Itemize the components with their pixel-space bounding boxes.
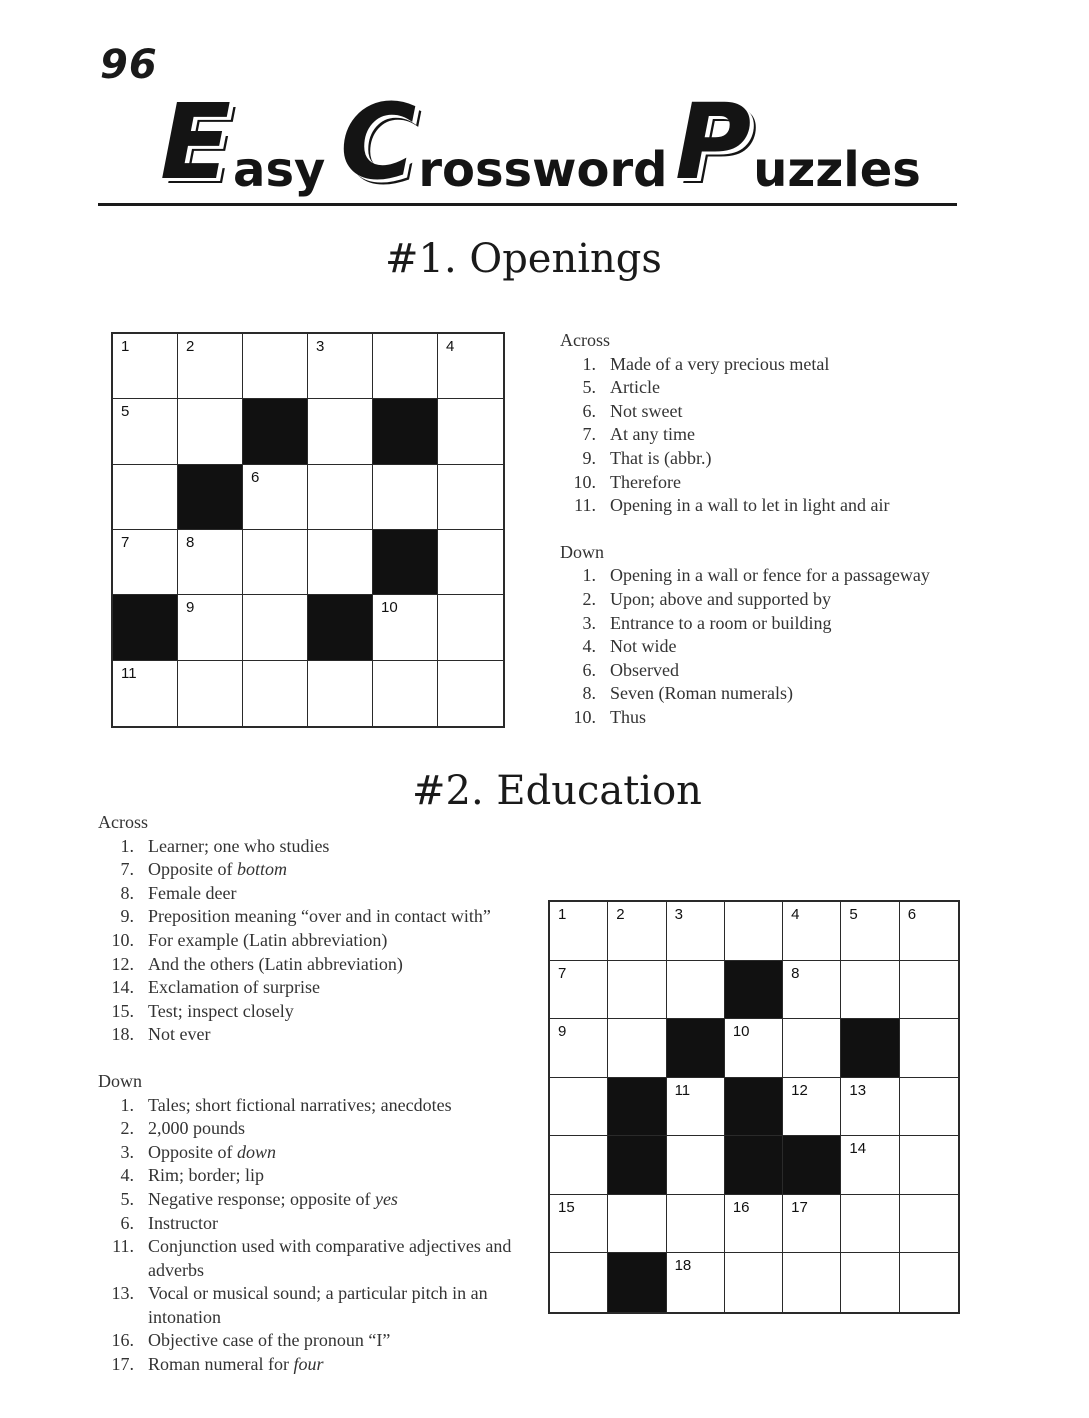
clue-number: 1. — [582, 565, 596, 586]
clue-item — [98, 929, 538, 953]
grid-cell[interactable] — [438, 661, 503, 726]
clue-text-emphasis: yes — [374, 1188, 398, 1209]
grid-cell[interactable] — [900, 1253, 958, 1312]
clue-number: 7. — [582, 424, 596, 445]
grid-cell[interactable] — [550, 1136, 608, 1195]
clue-number: 17. — [111, 1354, 134, 1375]
clue-number: 7. — [120, 859, 134, 880]
clue-text: And the others (Latin abbreviation) — [148, 953, 403, 974]
clue-item — [560, 447, 980, 471]
page-number: 96 — [100, 42, 158, 88]
grid-cell[interactable] — [308, 465, 373, 530]
clue-item — [98, 1212, 538, 1236]
cell-number: 17 — [791, 1198, 808, 1216]
grid-cell-black — [243, 399, 308, 464]
cell-number: 3 — [674, 906, 683, 923]
grid-cell[interactable] — [783, 1019, 841, 1078]
grid-cell-black — [667, 1019, 725, 1078]
grid-cell-black — [841, 1019, 899, 1078]
grid-cell[interactable] — [667, 961, 725, 1020]
cell-number: 16 — [732, 1198, 750, 1216]
banner-word-puzzles — [675, 81, 921, 203]
clue-text: Seven (Roman numerals) — [610, 683, 793, 704]
grid-cell[interactable] — [725, 902, 783, 961]
cell-number: 18 — [674, 1257, 692, 1275]
clue-number: 5. — [582, 377, 596, 398]
clue-text: Made of a very precious metal — [610, 353, 830, 374]
clue-text: Female deer — [148, 882, 237, 903]
clue-text-pre: Opposite of — [148, 859, 237, 880]
clue-number: 4. — [120, 1165, 134, 1186]
cell-number: 14 — [849, 1140, 867, 1158]
banner-rest: rossword — [418, 142, 668, 198]
clue-item — [560, 659, 980, 683]
grid-cell[interactable] — [900, 1136, 958, 1195]
banner-initial: P — [675, 81, 752, 203]
grid-cell[interactable] — [667, 902, 725, 961]
grid-cell[interactable] — [243, 530, 308, 595]
clue-item — [560, 400, 980, 424]
clue-item — [98, 1353, 538, 1377]
grid-cell[interactable] — [841, 902, 899, 961]
grid-cell[interactable] — [783, 902, 841, 961]
grid-cell[interactable] — [243, 661, 308, 726]
grid-cell[interactable] — [608, 1019, 666, 1078]
grid-cell-black — [113, 595, 178, 660]
clue-item — [98, 905, 538, 929]
clue-text: Not sweet — [610, 400, 683, 421]
clue-item — [98, 1117, 538, 1141]
clue-number: 10. — [573, 471, 596, 492]
banner-rest: asy — [233, 142, 326, 198]
clue-text: That is (abbr.) — [610, 447, 712, 468]
grid-cell[interactable] — [667, 1136, 725, 1195]
clue-text — [148, 1354, 323, 1374]
grid-cell[interactable] — [783, 1195, 841, 1254]
grid-cell-black — [725, 1078, 783, 1137]
clue-item — [560, 682, 980, 706]
grid-cell[interactable] — [243, 465, 308, 530]
grid-cell[interactable] — [308, 530, 373, 595]
clue-item — [98, 1000, 538, 1024]
grid-cell[interactable] — [667, 1195, 725, 1254]
clue-text: Opening in a wall to let in light and air — [610, 495, 890, 516]
clue-item — [560, 423, 980, 447]
cell-number: 2 — [186, 338, 195, 355]
across-heading: Across — [98, 812, 148, 832]
puzzle1-grid — [111, 332, 505, 728]
grid-cell[interactable] — [841, 1078, 899, 1137]
banner-rest: uzzles — [753, 142, 921, 198]
clue-text: Observed — [610, 659, 679, 680]
puzzle2-clues — [98, 811, 538, 1377]
clue-item — [98, 1141, 538, 1165]
clue-text — [148, 1142, 276, 1162]
grid-cell[interactable] — [308, 399, 373, 464]
grid-cell[interactable] — [178, 595, 243, 660]
clue-text: Not ever — [148, 1024, 211, 1045]
grid-cell[interactable] — [373, 334, 438, 399]
grid-cell[interactable] — [667, 1253, 725, 1312]
grid-cell[interactable] — [608, 902, 666, 961]
clue-text: Preposition meaning “over and in contact with” — [148, 906, 491, 927]
grid-cell[interactable] — [550, 1078, 608, 1137]
clue-text: For example (Latin abbreviation) — [148, 929, 388, 950]
cell-number: 6 — [251, 468, 260, 486]
grid-cell-black — [608, 1136, 666, 1195]
book-title-banner — [160, 81, 921, 203]
grid-cell-black — [178, 465, 243, 530]
clue-text-emphasis: four — [293, 1354, 324, 1375]
grid-cell[interactable] — [438, 399, 503, 464]
clue-item — [560, 612, 980, 636]
cell-number: 5 — [121, 403, 130, 421]
grid-cell[interactable] — [243, 334, 308, 399]
clue-text: At any time — [610, 424, 695, 445]
puzzle2-grid — [548, 900, 960, 1314]
clue-text: Therefore — [610, 471, 681, 492]
clue-number: 10. — [111, 929, 134, 950]
clue-text: 2,000 pounds — [148, 1118, 246, 1139]
clue-item — [560, 588, 980, 612]
clue-text — [148, 859, 287, 879]
grid-cell-black — [725, 1136, 783, 1195]
clue-text: Test; inspect closely — [148, 1000, 294, 1021]
banner-word-crossword — [340, 81, 668, 203]
grid-cell-black — [373, 530, 438, 595]
cell-number: 11 — [674, 1081, 691, 1099]
grid-cell[interactable] — [783, 1253, 841, 1312]
clue-text: Rim; border; lip — [148, 1165, 264, 1186]
grid-cell[interactable] — [308, 334, 373, 399]
grid-cell[interactable] — [113, 530, 178, 595]
clue-text: Not wide — [610, 636, 677, 657]
grid-cell[interactable] — [178, 661, 243, 726]
clue-text-pre: Opposite of — [148, 1141, 237, 1162]
clue-number: 13. — [111, 1283, 134, 1304]
cell-number: 3 — [316, 338, 325, 355]
grid-cell[interactable] — [178, 334, 243, 399]
clue-item — [560, 353, 980, 377]
grid-cell[interactable] — [900, 902, 958, 961]
clue-text: Instructor — [148, 1212, 218, 1233]
grid-cell[interactable] — [550, 1195, 608, 1254]
clue-number: 14. — [111, 977, 134, 998]
clue-text: Conjunction used with comparative adjectives and adverbs — [148, 1236, 512, 1280]
clue-text-pre: Negative response; opposite of — [148, 1188, 375, 1209]
grid-cell[interactable] — [178, 530, 243, 595]
grid-cell-black — [783, 1136, 841, 1195]
grid-cell[interactable] — [841, 961, 899, 1020]
clue-number: 3. — [120, 1141, 134, 1162]
cell-number: 5 — [849, 906, 858, 923]
clue-text: Opening in a wall or fence for a passageway — [610, 565, 930, 586]
cell-number: 4 — [446, 338, 455, 355]
clue-item — [98, 1235, 538, 1282]
clue-item — [560, 564, 980, 588]
cell-number: 6 — [907, 906, 917, 923]
cell-number: 7 — [121, 534, 130, 551]
clue-item — [98, 1023, 538, 1047]
grid-cell-black — [373, 399, 438, 464]
clue-text: Exclamation of surprise — [148, 977, 320, 998]
clue-item — [98, 1094, 538, 1118]
clue-number: 12. — [111, 953, 134, 974]
grid-cell[interactable] — [900, 1078, 958, 1137]
grid-cell[interactable] — [841, 1136, 899, 1195]
clue-number: 5. — [120, 1188, 134, 1209]
grid-cell[interactable] — [438, 334, 503, 399]
clue-number: 15. — [111, 1000, 134, 1021]
cell-number: 4 — [791, 906, 800, 923]
clue-item — [98, 1164, 538, 1188]
cell-number: 13 — [849, 1081, 867, 1099]
clue-number: 6. — [120, 1212, 134, 1233]
clue-number: 11. — [574, 495, 596, 516]
clue-number: 2. — [120, 1118, 134, 1139]
puzzle2-title: #2. Education — [412, 768, 702, 814]
grid-cell[interactable] — [373, 465, 438, 530]
down-heading: Down — [560, 541, 604, 562]
clue-item — [98, 953, 538, 977]
grid-cell[interactable] — [113, 334, 178, 399]
clue-item — [560, 635, 980, 659]
grid-cell[interactable] — [243, 595, 308, 660]
grid-cell[interactable] — [900, 961, 958, 1020]
clue-item — [98, 1282, 538, 1329]
across-heading: Across — [560, 330, 610, 350]
grid-cell[interactable] — [550, 1253, 608, 1312]
title-rule — [98, 203, 957, 206]
cell-number: 12 — [791, 1081, 808, 1099]
clue-text: Objective case of the pronoun “I” — [148, 1330, 391, 1351]
cell-number: 8 — [791, 964, 800, 982]
grid-cell-black — [608, 1253, 666, 1312]
banner-initial: E — [160, 81, 232, 203]
grid-cell-black — [308, 595, 373, 660]
grid-cell[interactable] — [900, 1195, 958, 1254]
clue-text: Upon; above and supported by — [610, 588, 831, 609]
clue-number: 16. — [111, 1330, 134, 1351]
grid-cell[interactable] — [725, 1195, 783, 1254]
cell-number: 9 — [186, 599, 195, 617]
grid-cell[interactable] — [841, 1253, 899, 1312]
clue-number: 6. — [582, 659, 596, 680]
clue-item — [98, 976, 538, 1000]
down-heading: Down — [98, 1070, 142, 1091]
cell-number: 10 — [381, 599, 398, 617]
clue-item — [560, 706, 980, 730]
grid-cell[interactable] — [308, 661, 373, 726]
grid-cell[interactable] — [783, 1078, 841, 1137]
clue-text-emphasis: bottom — [237, 859, 288, 880]
grid-cell[interactable] — [113, 465, 178, 530]
grid-cell[interactable] — [438, 530, 503, 595]
grid-cell-black — [608, 1078, 666, 1137]
cell-number: 1 — [121, 338, 130, 355]
grid-cell[interactable] — [608, 1195, 666, 1254]
clue-number: 9. — [120, 906, 134, 927]
grid-cell[interactable] — [438, 465, 503, 530]
grid-cell[interactable] — [373, 595, 438, 660]
cell-number: 10 — [732, 1023, 750, 1041]
grid-cell[interactable] — [725, 1019, 783, 1078]
clue-number: 4. — [582, 636, 596, 657]
cell-number: 15 — [558, 1198, 575, 1216]
grid-cell[interactable] — [667, 1078, 725, 1137]
grid-cell[interactable] — [725, 1253, 783, 1312]
cell-number: 1 — [558, 906, 567, 923]
clue-number: 10. — [573, 706, 596, 727]
cell-number: 9 — [558, 1023, 567, 1041]
puzzle1-clues — [560, 329, 980, 730]
clue-item — [98, 882, 538, 906]
clue-item — [98, 835, 538, 859]
grid-cell[interactable] — [608, 961, 666, 1020]
clue-item — [560, 494, 980, 518]
clue-text — [148, 1189, 398, 1209]
grid-cell[interactable] — [438, 595, 503, 660]
clue-text: Vocal or musical sound; a particular pitch in an intonation — [148, 1283, 488, 1327]
clue-number: 6. — [582, 400, 596, 421]
grid-cell[interactable] — [113, 661, 178, 726]
clue-text: Entrance to a room or building — [610, 612, 832, 633]
clue-item — [560, 376, 980, 400]
grid-cell[interactable] — [783, 961, 841, 1020]
grid-cell[interactable] — [113, 399, 178, 464]
puzzle1-title: #1. Openings — [385, 236, 662, 282]
clue-number: 1. — [120, 1094, 134, 1115]
clue-number: 9. — [582, 447, 596, 468]
clue-number: 8. — [120, 882, 134, 903]
clue-item — [98, 1188, 538, 1212]
clue-text: Article — [610, 377, 660, 398]
banner-initial: C — [340, 81, 417, 203]
clue-text-emphasis: down — [237, 1141, 277, 1162]
cell-number: 11 — [121, 664, 137, 682]
clue-text-pre: Roman numeral for — [148, 1354, 294, 1375]
grid-cell-black — [725, 961, 783, 1020]
clue-item — [560, 471, 980, 495]
grid-cell[interactable] — [373, 661, 438, 726]
clue-text: Learner; one who studies — [148, 835, 330, 856]
cell-number: 8 — [186, 534, 195, 551]
cell-number: 7 — [558, 964, 567, 982]
grid-cell[interactable] — [178, 399, 243, 464]
clue-text: Tales; short fictional narratives; anecdotes — [148, 1094, 452, 1115]
cell-number: 2 — [616, 906, 625, 923]
clue-item — [98, 1329, 538, 1353]
grid-cell[interactable] — [900, 1019, 958, 1078]
clue-number: 3. — [582, 612, 596, 633]
grid-cell[interactable] — [550, 961, 608, 1020]
grid-cell[interactable] — [550, 902, 608, 961]
clue-text: Thus — [610, 706, 646, 727]
banner-word-easy — [160, 81, 326, 203]
clue-item — [98, 858, 538, 882]
clue-number: 11. — [112, 1236, 134, 1257]
clue-number: 8. — [582, 683, 596, 704]
clue-number: 1. — [582, 353, 596, 374]
grid-cell[interactable] — [841, 1195, 899, 1254]
clue-number: 2. — [582, 588, 596, 609]
grid-cell[interactable] — [550, 1019, 608, 1078]
clue-number: 1. — [120, 835, 134, 856]
clue-number: 18. — [111, 1024, 134, 1045]
